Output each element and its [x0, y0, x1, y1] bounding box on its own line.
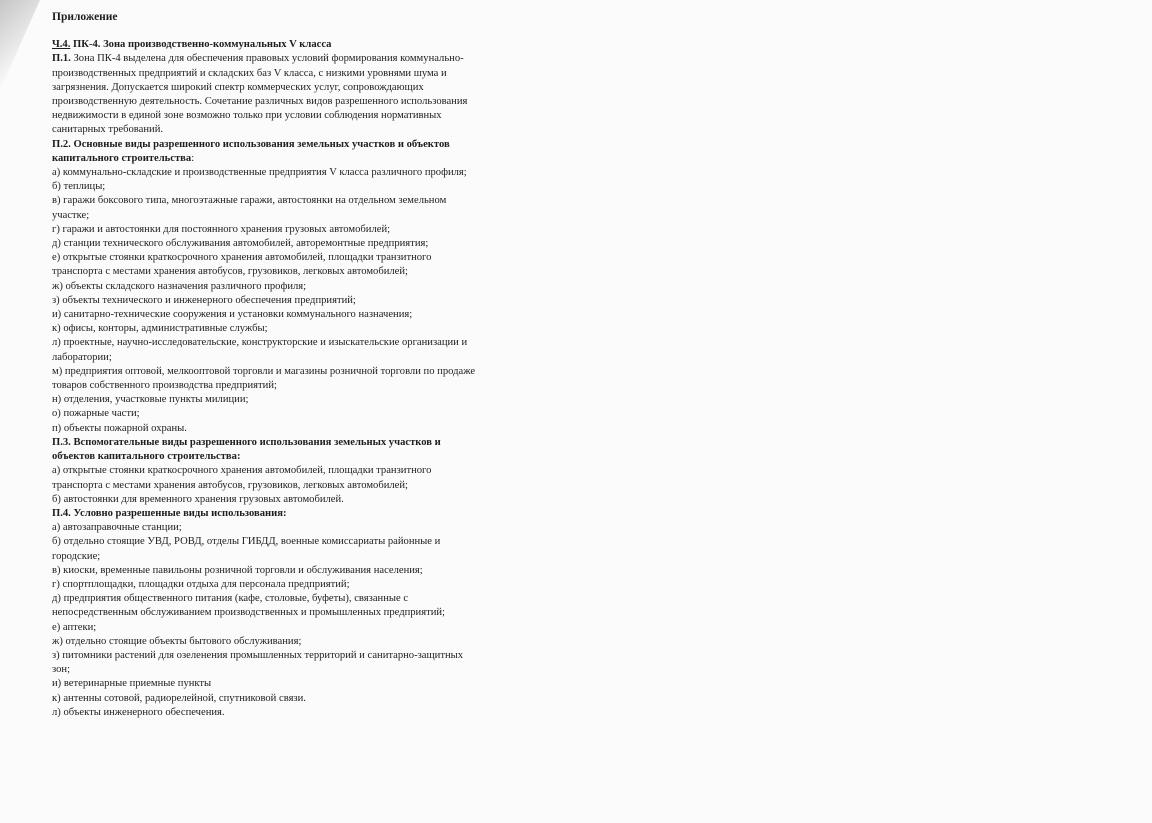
- chapter-title: ПК-4. Зона производственно-коммунальных V класса: [70, 39, 332, 51]
- p1-line: загрязнения. Допускается широкий спектр коммерческих услуг, сопровождающих: [52, 81, 424, 93]
- p1-line: Зона ПК-4 выделена для обеспечения правовых условий формирования коммунально-: [70, 53, 464, 65]
- p2-list-item: ж) объекты складского назначения различного профиля;: [52, 280, 307, 292]
- p2-list-item: о) пожарные части;: [52, 408, 140, 420]
- chapter-heading: [52, 38, 552, 52]
- section-p2: [52, 138, 552, 436]
- p4-heading: П.4. Условно разрешенные виды использования:: [52, 507, 287, 519]
- p2-heading-suffix: :: [191, 152, 195, 164]
- p4-list-item: г) спортплощадки, площадки отдыха для персонала предприятий;: [52, 578, 350, 590]
- p2-list-item: б) теплицы;: [52, 181, 106, 193]
- p2-list-item: участке;: [52, 209, 90, 221]
- p2-list-item: к) офисы, конторы, административные службы;: [52, 323, 268, 335]
- p2-list-item: г) гаражи и автостоянки для постоянного хранения грузовых автомобилей;: [52, 223, 391, 235]
- p2-list-item: л) проектные, научно-исследовательские, конструкторские и изыскательские организации и: [52, 337, 468, 349]
- p4-list-item: е) аптеки;: [52, 621, 97, 633]
- p2-heading: П.2. Основные виды разрешенного использования земельных участков и объектов: [52, 138, 450, 150]
- p4-list-item: к) антенны сотовой, радиорелейной, спутниковой связи.: [52, 692, 306, 704]
- p1-line: санитарных требований.: [52, 124, 164, 136]
- p1-number: П.1.: [52, 53, 71, 65]
- section-p4: [52, 507, 552, 720]
- p3-list-item: транспорта с местами хранения автобусов, грузовиков, легковых автомобилей;: [52, 479, 408, 491]
- p2-heading: капитального строительства: [52, 152, 192, 164]
- p2-list-item: транспорта с местами хранения автобусов, грузовиков, легковых автомобилей;: [52, 266, 408, 278]
- p2-list-item: а) коммунально-складские и производственные предприятия V класса различного профиля;: [52, 167, 467, 179]
- p2-list-item: лаборатории;: [52, 351, 112, 363]
- p3-heading: П.3. Вспомогательные виды разрешенного использования земельных участков и: [52, 436, 441, 448]
- p1-line: производственную деятельность. Сочетание различных видов разрешенного использования: [52, 96, 468, 108]
- p4-list-item: в) киоски, временные павильоны розничной торговли и обслуживания населения;: [52, 564, 423, 576]
- p4-list-item: непосредственным обслуживанием производственных и промышленных предприятий;: [52, 607, 446, 619]
- p2-list-item: з) объекты технического и инженерного обеспечения предприятий;: [52, 294, 356, 306]
- p4-list-item: и) ветеринарные приемные пункты: [52, 678, 212, 690]
- p4-list-item: з) питомники растений для озеленения промышленных территорий и санитарно-защитных: [52, 649, 464, 661]
- p2-list-item: и) санитарно-технические сооружения и установки коммунального назначения;: [52, 309, 413, 321]
- section-p1: [52, 52, 552, 137]
- section-p3: [52, 436, 552, 507]
- p4-list-item: б) отдельно стоящие УВД, РОВД, отделы ГИБДД, военные комиссариаты районные и: [52, 536, 441, 548]
- p4-list-item: ж) отдельно стоящие объекты бытового обслуживания;: [52, 635, 302, 647]
- p2-list-item: в) гаражи боксового типа, многоэтажные гаражи, автостоянки на отдельном земельном: [52, 195, 447, 207]
- p3-list-item: а) открытые стоянки краткосрочного хранения автомобилей, площадки транзитного: [52, 465, 432, 477]
- p2-list-item: н) отделения, участковые пункты милиции;: [52, 394, 249, 406]
- document-title: Приложение: [52, 11, 118, 23]
- p1-line: производственных предприятий и складских баз V класса, с низкими уровнями шума и: [52, 67, 447, 79]
- p3-heading: объектов капитального строительства:: [52, 451, 241, 463]
- p2-list-item: товаров собственного производства предприятий;: [52, 380, 277, 392]
- p3-list-item: б) автостоянки для временного хранения грузовых автомобилей.: [52, 493, 344, 505]
- p4-list-item: л) объекты инженерного обеспечения.: [52, 706, 225, 718]
- scan-shadow-corner: [0, 0, 40, 90]
- chapter-number: Ч.4.: [52, 39, 71, 51]
- p2-list-item: п) объекты пожарной охраны.: [52, 422, 187, 434]
- p2-list-item: д) станции технического обслуживания автомобилей, авторемонтные предприятия;: [52, 238, 429, 250]
- p4-list-item: городские;: [52, 550, 101, 562]
- p4-list-item: а) автозаправочные станции;: [52, 522, 182, 534]
- p2-list-item: е) открытые стоянки краткосрочного хранения автомобилей, площадки транзитного: [52, 252, 432, 264]
- p2-list-item: м) предприятия оптовой, мелкооптовой торговли и магазины розничной торговли по продаже: [52, 365, 476, 377]
- p4-list-item: д) предприятия общественного питания (кафе, столовые, буфеты), связанные с: [52, 593, 409, 605]
- p1-line: недвижимости в единой зоне возможно только при условии соблюдения нормативных: [52, 110, 442, 122]
- p4-list-item: зон;: [52, 664, 71, 676]
- document-page: [52, 10, 552, 720]
